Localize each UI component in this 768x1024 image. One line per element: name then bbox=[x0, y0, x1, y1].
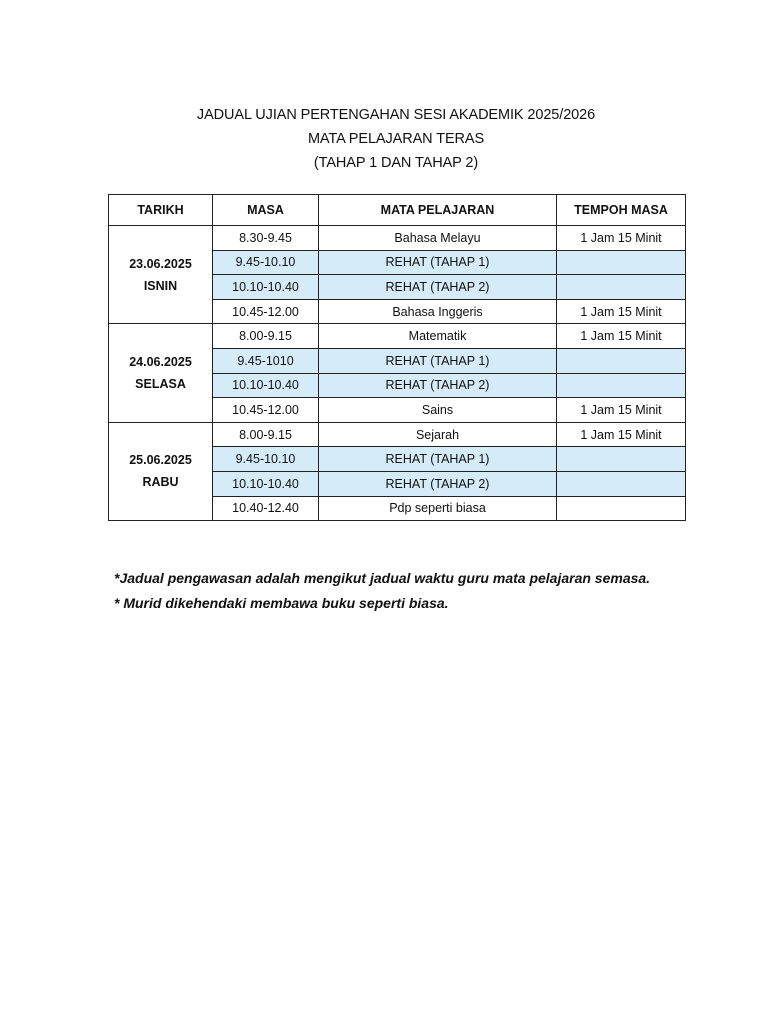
duration-cell bbox=[557, 471, 686, 496]
duration-cell: 1 Jam 15 Minit bbox=[557, 299, 686, 324]
column-header-time: MASA bbox=[213, 195, 319, 226]
duration-cell bbox=[557, 373, 686, 398]
table-row bbox=[109, 226, 686, 251]
table-header-row bbox=[109, 195, 686, 226]
table-row bbox=[109, 324, 686, 349]
header-level: (TAHAP 1 DAN TAHAP 2) bbox=[313, 155, 479, 171]
time-cell: 10.10-10.40 bbox=[213, 471, 319, 496]
duration-cell: 1 Jam 15 Minit bbox=[557, 226, 686, 251]
subject-cell: Bahasa Inggeris bbox=[319, 299, 557, 324]
date-cell bbox=[109, 422, 213, 520]
exam-day: ISNIN bbox=[143, 278, 178, 293]
exam-date: 24.06.2025 bbox=[129, 355, 192, 370]
time-cell: 9.45-10.10 bbox=[213, 250, 319, 275]
table-row bbox=[109, 422, 686, 447]
time-cell: 10.10-10.40 bbox=[213, 275, 319, 300]
date-cell bbox=[109, 226, 213, 324]
duration-cell: 1 Jam 15 Minit bbox=[557, 422, 686, 447]
time-cell: 10.45-12.00 bbox=[213, 299, 319, 324]
break-cell: REHAT (TAHAP 1) bbox=[319, 447, 557, 472]
column-header-duration: TEMPOH MASA bbox=[557, 195, 686, 226]
duration-cell bbox=[557, 496, 686, 521]
time-cell: 8.00-9.15 bbox=[213, 324, 319, 349]
time-cell: 10.40-12.40 bbox=[213, 496, 319, 521]
note-books: * Murid dikehendaki membawa buku seperti biasa. bbox=[114, 595, 449, 611]
subject-cell: Bahasa Melayu bbox=[319, 226, 557, 251]
time-cell: 9.45-10.10 bbox=[213, 447, 319, 472]
duration-cell bbox=[557, 275, 686, 300]
subject-cell: Matematik bbox=[319, 324, 557, 349]
duration-cell: 1 Jam 15 Minit bbox=[557, 398, 686, 423]
exam-schedule-table bbox=[108, 194, 686, 521]
break-cell: REHAT (TAHAP 1) bbox=[319, 250, 557, 275]
note-supervision: *Jadual pengawasan adalah mengikut jadual waktu guru mata pelajaran semasa. bbox=[114, 570, 651, 586]
header-subtitle: MATA PELAJARAN TERAS bbox=[307, 131, 485, 147]
break-cell: REHAT (TAHAP 2) bbox=[319, 373, 557, 398]
duration-cell bbox=[557, 250, 686, 275]
exam-day: SELASA bbox=[135, 377, 186, 392]
notes-block bbox=[114, 566, 734, 616]
subject-cell: Sains bbox=[319, 398, 557, 423]
duration-cell: 1 Jam 15 Minit bbox=[557, 324, 686, 349]
break-cell: REHAT (TAHAP 1) bbox=[319, 348, 557, 373]
time-cell: 10.45-12.00 bbox=[213, 398, 319, 423]
time-cell: 9.45-1010 bbox=[213, 348, 319, 373]
time-cell: 8.30-9.45 bbox=[213, 226, 319, 251]
break-cell: REHAT (TAHAP 2) bbox=[319, 471, 557, 496]
exam-date: 25.06.2025 bbox=[129, 453, 192, 468]
subject-cell: Sejarah bbox=[319, 422, 557, 447]
column-header-date: TARIKH bbox=[109, 195, 213, 226]
header-title: JADUAL UJIAN PERTENGAHAN SESI AKADEMIK 2025/2026 bbox=[196, 107, 596, 123]
exam-date: 23.06.2025 bbox=[129, 256, 192, 271]
duration-cell bbox=[557, 348, 686, 373]
time-cell: 8.00-9.15 bbox=[213, 422, 319, 447]
subject-cell: Pdp seperti biasa bbox=[319, 496, 557, 521]
duration-cell bbox=[557, 447, 686, 472]
date-cell bbox=[109, 324, 213, 422]
exam-day: RABU bbox=[142, 475, 179, 490]
document-header bbox=[0, 103, 768, 175]
break-cell: REHAT (TAHAP 2) bbox=[319, 275, 557, 300]
column-header-subject: MATA PELAJARAN bbox=[319, 195, 557, 226]
table-body bbox=[109, 226, 686, 521]
time-cell: 10.10-10.40 bbox=[213, 373, 319, 398]
